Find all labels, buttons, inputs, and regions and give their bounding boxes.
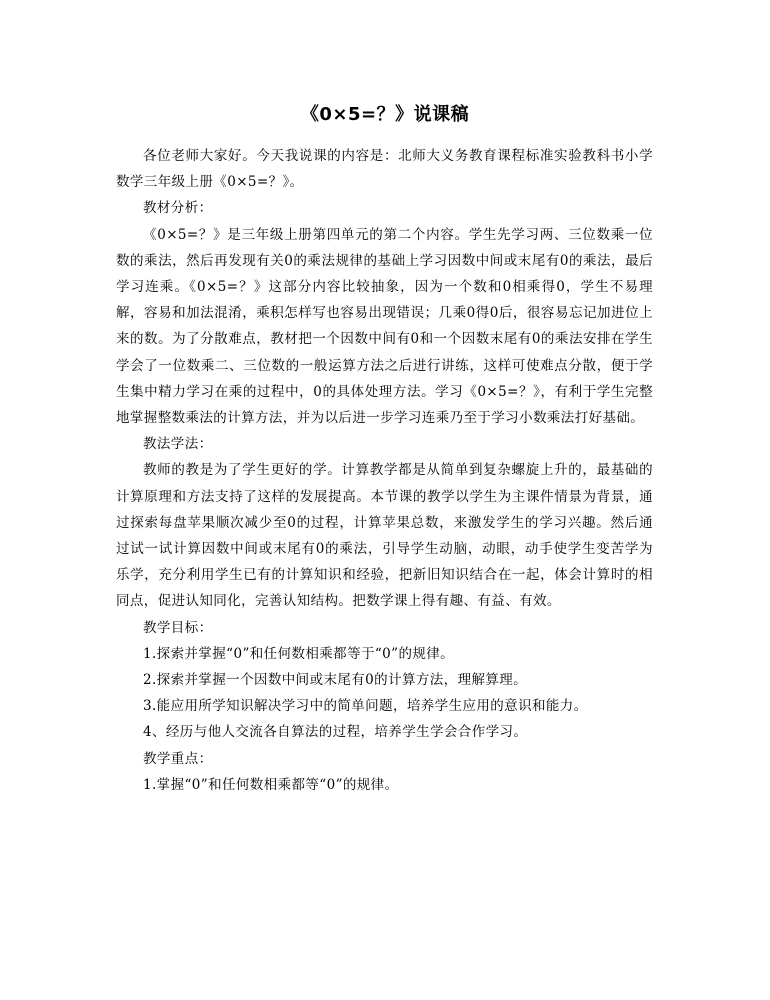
heading-teaching-key-points: 教学重点： — [143, 750, 213, 767]
objective-item-2: 2.探索并掌握一个因数中间或末尾有0的计算方法，理解算理。 — [143, 672, 528, 689]
page-title: 《0×5=？》说课稿 — [300, 104, 470, 125]
objective-item-3: 3.能应用所学知识解决学习中的简单问题，培养学生应用的意识和能力。 — [143, 698, 588, 715]
heading-teaching-objectives: 教学目标： — [143, 619, 213, 636]
key-point-item-1: 1.掌握“0”和任何数相乘都等“0”的规律。 — [143, 776, 399, 793]
paragraph-teaching-methods: 教师的教是为了学生更好的学。计算教学都是从简单到复杂螺旋上升的，最基础的计算原理和方法支持了这样的发展提高。本节课的教学以学生为主课件情景为背景，通过探索每盘苹果顺次减少至0的过程，计算苹果总数，来激发学生的学习兴趣。然后通过试一试计算因数中间或末尾有0的乘法，引导学生动脑，动眼，动手使学生变苦学为乐学，充分利用学生已有的计算知识和经验，把新旧知识结合在一起，体会计算时的相同点，促进认知同化，完善认知结构。把数学课上得有趣、有益、有效。 — [116, 462, 653, 610]
paragraph-intro: 各位老师大家好。今天我说课的内容是：北师大义务教育课程标准实验教科书小学数学三年级上册《0×5=？》。 — [116, 148, 653, 191]
objective-item-1: 1.探索并掌握“0”和任何数相乘都等于“0”的规律。 — [143, 645, 455, 662]
objective-item-4: 4、经历与他人交流各自算法的过程，培养学生学会合作学习。 — [143, 724, 528, 741]
document-body — [116, 143, 653, 798]
heading-textbook-analysis: 教材分析： — [143, 200, 213, 217]
paragraph-textbook-analysis: 《0×5=？》是三年级上册第四单元的第二个内容。学生先学习两、三位数乘一位数的乘法，然后再发现有关0的乘法规律的基础上学习因数中间或末尾有0的乘法，最后学习连乘。《0×5=？》这部分内容比较抽象，因为一个数和0相乘得0，学生不易理解，容易和加法混淆，乘积怎样写也容易出现错误；几乘0得0后，很容易忘记加进位上来的数。为了分散难点，教材把一个因数中间有0和一个因数末尾有0的乘法安排在学生学会了一位数乘二、三位数的一般运算方法之后进行讲练，这样可使难点分散，便于学生集中精力学习在乘的过程中，0的具体处理方法。学习《0×5=？》，有利于学生完整地掌握整数乘法的计算方法，并为以后进一步学习连乘乃至于学习小数乘法打好基础。 — [116, 226, 653, 427]
heading-teaching-methods: 教法学法： — [143, 436, 213, 453]
